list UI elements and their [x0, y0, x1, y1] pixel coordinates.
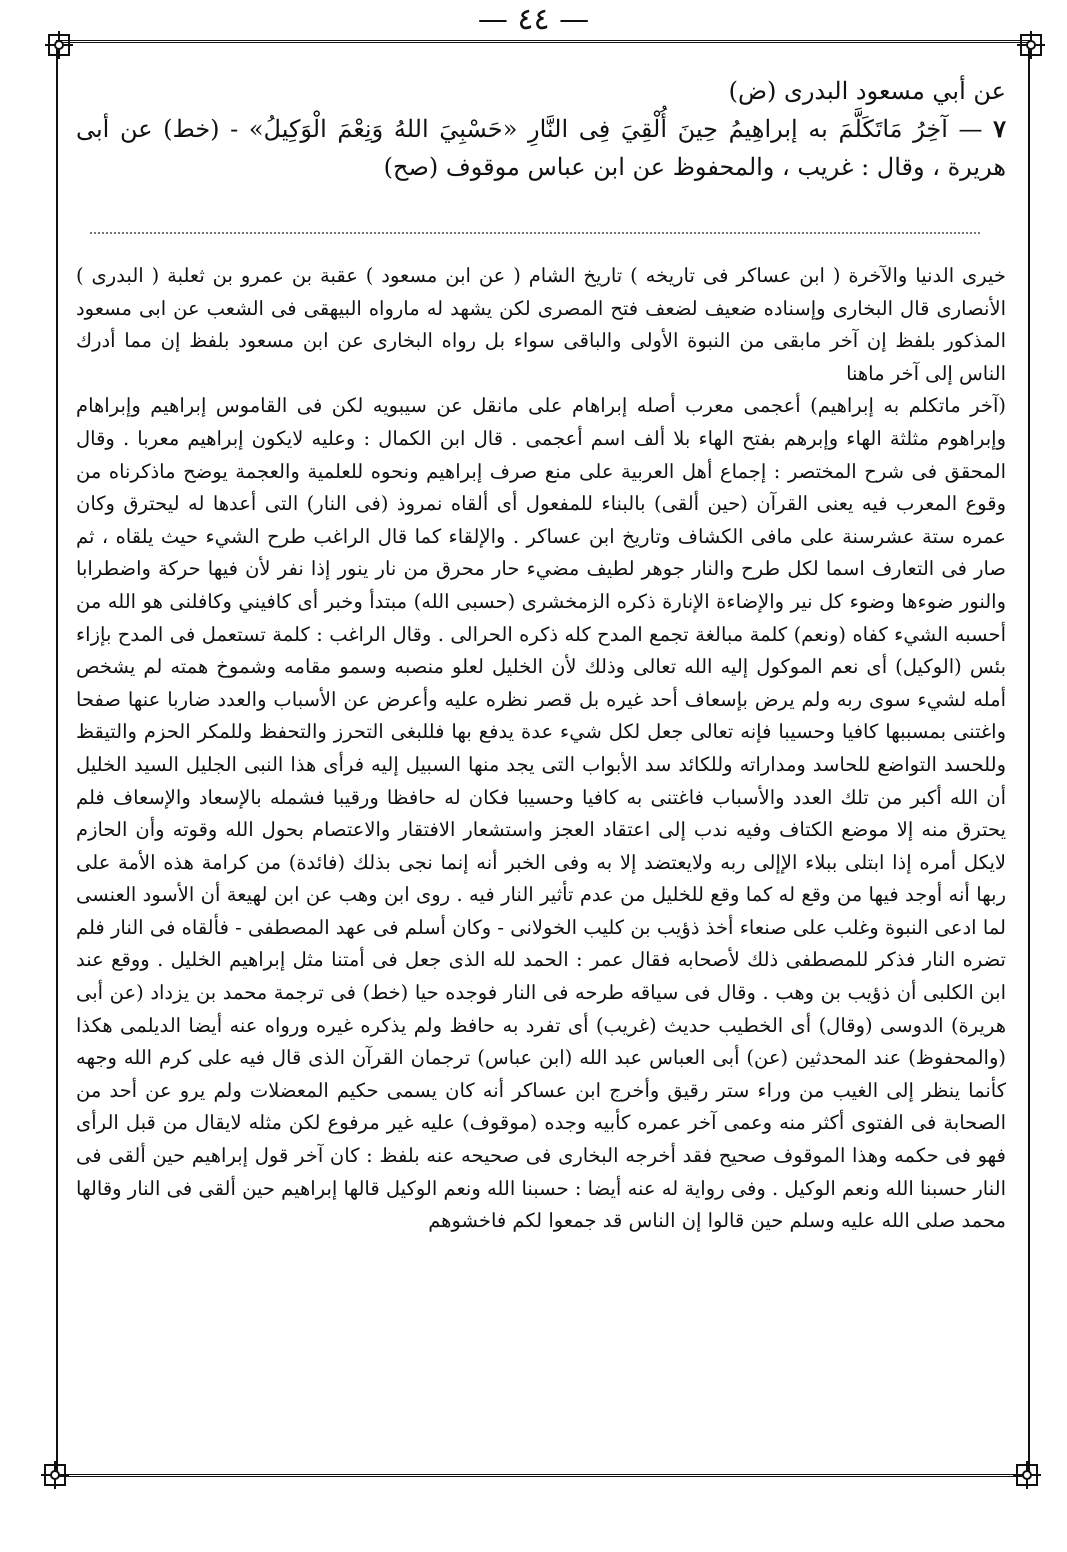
corner-ornament-icon — [1012, 1460, 1042, 1490]
page-number: — ٤٤ — — [477, 2, 590, 37]
corner-ornament-icon — [1016, 30, 1046, 60]
hadith-number: ٧ — [993, 114, 1006, 143]
corner-ornament-icon — [44, 30, 74, 60]
commentary — [76, 260, 1006, 1238]
corner-ornament-icon — [40, 1460, 70, 1490]
commentary-paragraph: (آخر ماتكلم به إبراهيم) أعجمى معرب أصله إبراهام على مانقل عن سيبويه لكن فى القاموس إبراهيم وإبراهام وإبراهوم مثلثة الهاء وإبرهم بفتح الهاء بلا ألف اسم أعجمى . قال ابن الكمال : وعليه لايكون إبراهيم معربا . وقال المحقق فى شرح المختصر : إجماع أهل العربية على منع صرف إبراهيم ونحوه للعلمية والعجمة يوضح ماذكرناه من وقوع المعرب فيه يعنى القرآن (حين ألقى) بالبناء للمفعول أى ألقاه نمروذ (فى النار) التى أعدها له ليحترق وكان عمره ستة عشرسنة على مافى الكشاف وتاريخ ابن عساكر . والإلقاء كما قال الراغب طرح الشيء حيث يلقاه ، ثم صار فى التعارف اسما لكل طرح والنار جوهر لطيف مضيء حار محرق من نار ينور إذا نفر لأن فيها حركة واضطرابا والنور ضوءها وضوء كل نير والإضاءة الإنارة ذكره الزمخشرى (حسبى الله) مبتدأ وخبر أى كافيني وكافلنى هو الله من أحسبه الشيء كفاه (ونعم) كلمة مبالغة تجمع المدح كله ذكره الحرالى . وقال الراغب : كلمة تستعمل فى المدح بإزاء بئس (الوكيل) أى نعم الموكول إليه الله تعالى وذلك لأن الخليل لعلو منصبه وسمو مقامه وشموخ همته لم يشخص أمله لشيء سوى ربه ولم يرض بإسعاف أحد غيره بل قصر نظره عليه وأعرض عن الأسباب والعدد ضاربا عنها صفحا واغتنى بمسببها كافيا وحسيبا فإنه تعالى جعل لكل شيء عدة يدفع بها فللبغى التحرز والتحفظ وللمكر الحزم والتيقظ وللحسد التواضع للحاسد ومداراته وللكائد سد الأبواب التى يجد منها السبيل إليه فرأى هذا النبى الجليل السيد الخليل أن الله أكبر من تلك العدد والأسباب فاغتنى به كافيا وحسيبا فكان له حافظا ورقيبا فشمله بالإسعاد والإسعاف فلم يحترق منه إلا موضع الكتاف وفيه ندب إلى اعتقاد العجز واستشعار الافتقار والاعتصام بحول الله وقوته وأن الحازم لايكل أمره إذا ابتلى ببلاء الإإلى ربه ولايعتضد إلا به وفى الخبر أنه إنما نجى بذلك (فائدة) من كرامة هذه الأمة على ربها أنه أوجد فيها من وقع له كما وقع للخليل من عدم تأثير النار فيه . روى ابن وهب عن ابن لهيعة أن الأسود العنسى لما ادعى النبوة وغلب على صنعاء أخذ ذؤيب بن كليب الخولانى - وكان أسلم فى عهد المصطفى - فألقاه فى النار فلم تضره النار فذكر للمصطفى ذلك لأصحابه فقال عمر : الحمد لله الذى جعل فى أمتنا مثل إبراهيم الخليل . ووقع عند ابن الكلبى أن ذؤيب بن وهب . وقال فى سياقه طرحه فى النار فوجده حيا (خط) فى ترجمة محمد بن يزداد (عن أبى هريرة) الدوسى (وقال) أى الخطيب حديث (غريب) أى تفرد به حافظ ولم يذكره غيره ورواه عنه أيضا الديلمى هكذا (والمحفوظ) عند المحدثين (عن) أبى العباس عبد الله (ابن عباس) ترجمان القرآن الذى قال فيه على كرم الله وجهه كأنما ينظر إلى الغيب من وراء ستر رقيق وأخرج ابن عساكر أنه كان يسمى حكيم المعضلات ولم يرو عن أحد من الصحابة فى الفتوى أكثر منه وعمى آخر عمره كأبيه وجده (موقوف) عليه غير مرفوع لكن مثله لايقال من قبل الرأى فهو فى حكمه وهذا الموقوف صحيح فقد أخرجه البخارى فى صحيحه عنه بلفظ : كان آخر قول إبراهيم حين ألقى فى النار حسبنا الله ونعم الوكيل . وفى رواية له عنه أيضا : حسبنا الله ونعم الوكيل قالها إبراهيم حين ألقى فى النار وقالها محمد صلى الله عليه وسلم حين قالوا إن الناس قد جمعوا لكم فاخشوهم — [76, 394, 1006, 1233]
dotted-separator — [90, 232, 980, 234]
main-intro: عن أبي مسعود البدرى (ض) — [728, 77, 1006, 105]
top-rule — [56, 40, 1030, 43]
commentary-paragraph: خيرى الدنيا والآخرة ( ابن عساكر فى تاريخه ) تاريخ الشام ( عن ابن مسعود ) عقبة بن عمرو بن ثعلبة ( البدرى ) الأنصارى قال البخارى وإسناده ضعيف لضعف فتح المصرى لكن يشهد له مارواه البيهقى فى الشعب عن ابى مسعود المذكور بلفظ إن آخر مابقى من النبوة الأولى والباقى سواء بل رواه البخارى عن ابن مسعود بلفظ إن مما أدرك الناس إلى آخر ماهنا — [76, 264, 1006, 385]
hadith-text: — آخِرُ مَاتَكَلَّمَ به إبراهِيمُ حِينَ أُلْقِيَ فِى النَّارِ «حَسْبِيَ اللهُ وَنِعْمَ الْوَكِيلُ» - (خط) عن أبى هريرة ، وقال : غريب ، والمحفوظ عن ابن عباس موقوف (صح) — [76, 115, 1006, 181]
main-text — [76, 72, 1006, 186]
hadith-entry — [76, 110, 1006, 186]
bottom-rule — [56, 1474, 1030, 1477]
